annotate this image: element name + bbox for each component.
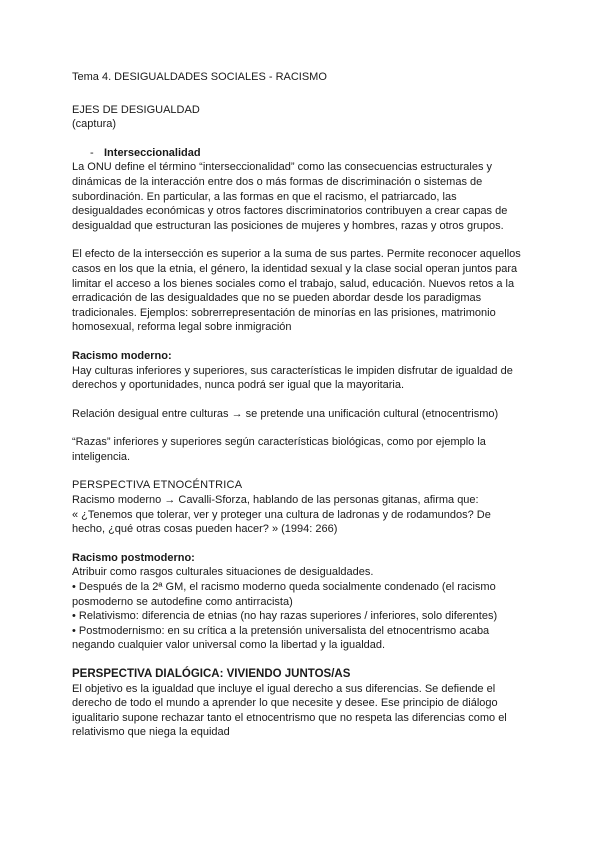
dialogica-heading: PERSPECTIVA DIALÓGICA: VIVIENDO JUNTOS/AS xyxy=(72,668,351,680)
text-line: dinámicas de la interacción entre dos o más formas de discriminación o sistemas de xyxy=(72,175,483,188)
interseccionalidad-heading-row xyxy=(72,146,532,161)
text-line: casos en los que la etnia, el género, la identidad sexual y la clase social operan juntos para xyxy=(72,262,518,275)
text-line: derechos y oportunidades, nunca podrá ser igual que la mayoritaria. xyxy=(72,379,405,392)
text-line: relativismo que niega la equidad xyxy=(72,726,230,739)
text-line: • Después de la 2ª GM, el racismo moderno queda socialmente condenado (el racismo xyxy=(72,581,496,594)
text-line: desigualdad que estructuran las posiciones de mujeres y hombres, razas y otros grupos. xyxy=(72,219,504,232)
racismo-moderno-heading: Racismo moderno: xyxy=(72,349,172,362)
ejes-note: (captura) xyxy=(72,118,117,131)
text-line: • Relativismo: diferencia de etnias (no hay razas superiores / inferiores, solo diferentes) xyxy=(72,610,498,623)
interseccionalidad-heading: Interseccionalidad xyxy=(104,146,201,159)
text-line: El efecto de la intersección es superior a la suma de sus partes. Permite reconocer aquellos xyxy=(72,248,521,261)
text-line: Hay culturas inferiores y superiores, sus características le impiden disfrutar de igualdad de xyxy=(72,364,513,377)
document-page xyxy=(72,70,532,740)
text-line: posmoderno se autodefine como antirracista) xyxy=(72,595,293,608)
text-line: • Postmodernismo: en su crítica a la pretensión universalista del etnocentrismo acaba xyxy=(72,624,490,637)
interseccionalidad-paragraph-2 xyxy=(72,247,532,335)
etnocentrica-heading: PERSPECTIVA ETNOCÉNTRICA xyxy=(72,479,243,492)
text-line: desigualdades económicas y otros factores discriminatorios contribuyen a crear capas de xyxy=(72,205,508,218)
text-line: tradicionales. Ejemplos: sobrerrepresentación de minorías en las prisiones, matrimonio xyxy=(72,306,496,319)
interseccionalidad-paragraph-1 xyxy=(72,160,532,233)
text-line: negando cualquier valor universal como la libertad y la igualdad. xyxy=(72,639,386,652)
text-line: hecho, ¿qué otras cosas pueden hacer? » (1994: 266) xyxy=(72,523,338,536)
text-line: homosexual, reforma legal sobre inmigración xyxy=(72,321,292,334)
text-line: « ¿Tenemos que tolerar, ver y proteger una cultura de ladronas y de rodamundos? De xyxy=(72,508,491,521)
text-line: igualitario supone rechazar tanto el etnocentrismo que no respeta las diferencias como el xyxy=(72,711,507,724)
text-line: La ONU define el término “interseccionalidad” como las consecuencias estructurales y xyxy=(72,161,493,174)
text-line: Relación desigual entre culturas → se pretende una unificación cultural (etnocentrismo) xyxy=(72,407,499,420)
text-line: Atribuir como rasgos culturales situaciones de desigualdades. xyxy=(72,566,374,579)
text-line: El objetivo es la igualdad que incluye el igual derecho a sus diferencias. Se defiende el xyxy=(72,682,496,695)
text-line: Racismo moderno → Cavalli-Sforza, hablando de las personas gitanas, afirma que: xyxy=(72,494,479,507)
text-line: derecho de todo el mundo a aprender lo que necesite y desee. Ese principio de diálogo xyxy=(72,697,498,710)
text-line: limitar el acceso a los bienes sociales como el trabajo, salud, educación. Nuevos retos a la xyxy=(72,277,515,290)
document-title: Tema 4. DESIGUALDADES SOCIALES - RACISMO xyxy=(72,71,327,83)
text-line: erradicación de las desigualdades que no se pueden abordar desde los paradigmas xyxy=(72,292,482,305)
dash-bullet: - xyxy=(90,146,94,159)
racismo-postmoderno-heading: Racismo postmoderno: xyxy=(72,551,195,564)
text-line: “Razas” inferiores y superiores según características biológicas, como por ejemplo la xyxy=(72,436,486,449)
ejes-heading: EJES DE DESIGUALDAD xyxy=(72,103,200,116)
text-line: subordinación. En particular, a las formas en que el racismo, el patriarcado, las xyxy=(72,190,457,203)
text-line: inteligencia. xyxy=(72,450,131,463)
